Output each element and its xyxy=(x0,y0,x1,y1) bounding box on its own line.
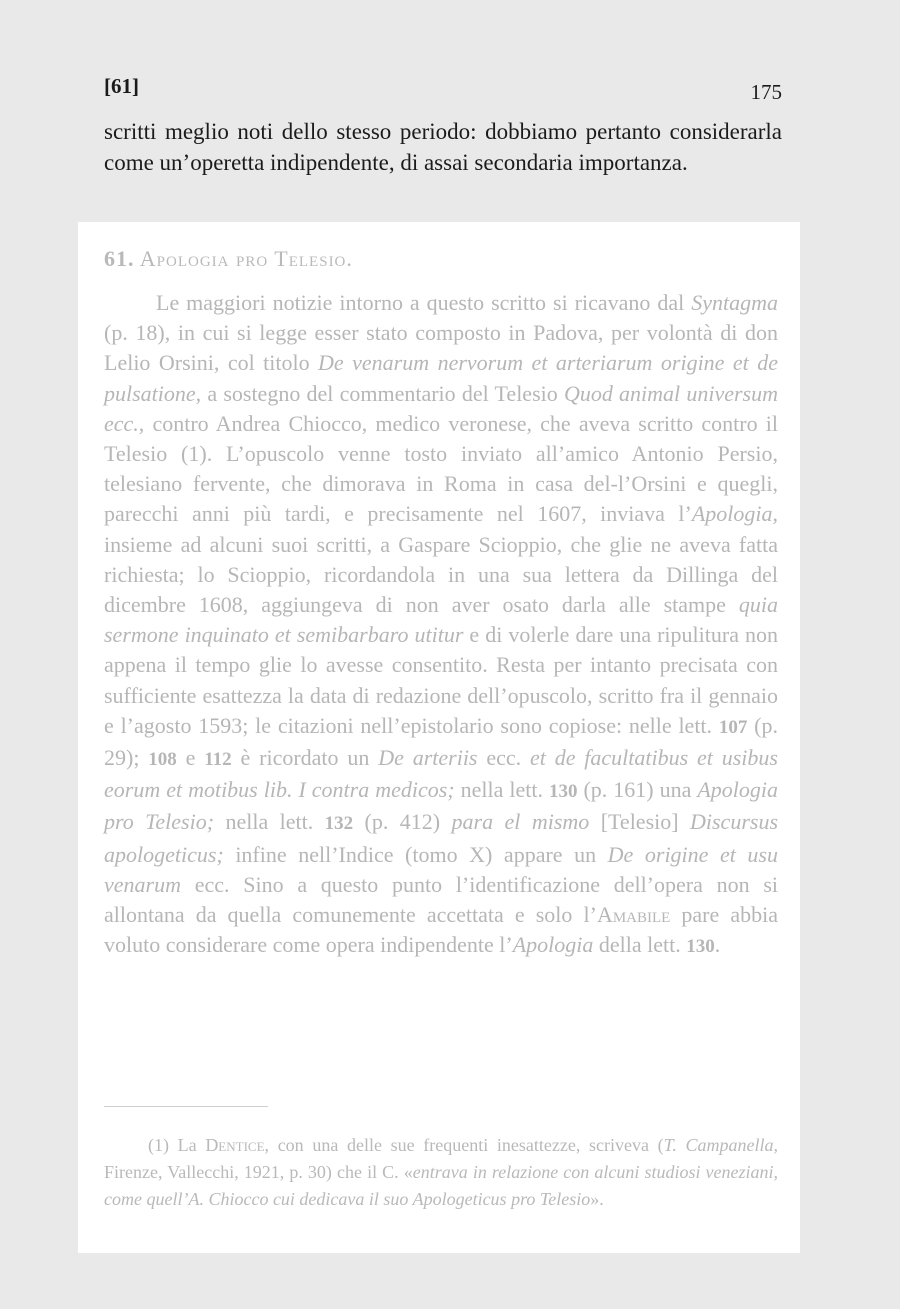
text-run: e di volerle dare una ripulitura non appena il tempo glie lo avesse consentito. Resta per intanto precisata con sufficiente esattezza la data di redazione dell’opuscolo, scritto fra il gennaio e l’agosto 1593; le citazioni nell’epistolario sono copiose: nelle lett. xyxy=(104,622,778,738)
text-run: insieme ad alcuni suoi scritti, a Gaspare Scioppio, che glie ne aveva fatta richiesta; lo Scioppio, ricordandola in una sua lettera da Dillinga del dicembre 1608, aggiungeva di non aver osato darla alle stampe xyxy=(104,531,778,618)
italic-run: quia sermone inquinato et semibarbaro utitur xyxy=(104,592,778,648)
italic-run: Apologia, xyxy=(691,501,778,527)
text-run: (p. 29); xyxy=(104,712,778,771)
page-number: 175 xyxy=(750,80,782,104)
italic-run: De origine et usu venarum xyxy=(104,841,778,897)
italic-run: T. Campanella, xyxy=(663,1135,779,1155)
text-run: nella lett. xyxy=(454,777,549,803)
section-body xyxy=(104,288,778,962)
page-header xyxy=(104,74,782,104)
italic-run: entrava in relazione con alcuni studiosi veneziani, come quell’A. Chiocco cui dedicava il suo Apologeticus pro Telesio xyxy=(104,1162,779,1209)
text-run: a sostegno del commentario del Telesio xyxy=(201,380,564,406)
text-run: (p. 18), in cui si legge esser stato composto in Padova, per volontà di don Lelio Orsini, col titolo xyxy=(104,320,778,376)
letter-number: 107 xyxy=(718,716,748,738)
text-run: pare abbia voluto considerare come opera indipendente l’ xyxy=(104,902,778,958)
text-run: contro Andrea Chiocco, medico veronese, che aveva scritto contro il Telesio (1). L’opuscolo venne tosto inviato all’amico Antonio Persio, telesiano fervente, che dimorava in Roma in casa del-l’Orsini e quegli, parecchi anni più tardi, e precisamente nel 1607, inviava l’ xyxy=(104,410,778,527)
italic-run: Discursus apologeticus; xyxy=(104,809,779,867)
text-run: ecc. Sino a questo punto l’identificazione dell’opera non si allontana da quella comunemente accettata e solo l’ xyxy=(104,871,778,928)
text-run: ». xyxy=(590,1189,604,1209)
italic-run: De arteriis xyxy=(378,745,478,771)
italic-run: Apologia pro Telesio; xyxy=(104,777,779,835)
letter-number: 130 xyxy=(548,781,578,803)
highlighted-section xyxy=(78,222,800,1253)
text-run: nella lett. xyxy=(214,809,325,835)
lead-paragraph: scritti meglio noti dello stesso periodo: dobbiamo pertanto considerarla come un’operetta indipendente, di assai secondaria importanza. xyxy=(104,119,782,175)
text-run: . xyxy=(714,932,721,958)
text-run: Firenze, Vallecchi, 1921, p. 30) che il C. « xyxy=(104,1162,413,1182)
section-heading xyxy=(104,246,353,272)
text-run: infine nell’Indice (tomo X) appare un xyxy=(223,841,608,867)
section-title: Apologia pro Telesio. xyxy=(139,246,353,271)
text-run: della lett. xyxy=(593,932,687,958)
text-run: , con una delle sue frequenti inesattezze, scriveva ( xyxy=(264,1135,664,1155)
italic-run: De venarum nervorum et arteriarum origine et de pulsatione, xyxy=(104,350,778,406)
text-run: (p. 161) una xyxy=(577,777,698,803)
small-caps-run: Dentice xyxy=(205,1135,265,1155)
small-caps-run: Amabile xyxy=(596,902,671,928)
text-run: (p. 412) xyxy=(353,809,452,835)
italic-run: Syntagma xyxy=(691,290,778,315)
letter-number: 112 xyxy=(204,749,232,771)
italic-run: Quod animal universum ecc., xyxy=(104,380,778,436)
footnote-divider xyxy=(104,1106,268,1107)
text-run: [Telesio] xyxy=(589,809,690,835)
letter-number: 108 xyxy=(148,749,177,771)
section-reference: [61] xyxy=(104,74,139,98)
italic-run: para el mismo xyxy=(451,809,590,835)
italic-run: Apologia xyxy=(512,932,594,958)
text-run: e xyxy=(176,745,205,771)
footnote xyxy=(104,1132,778,1213)
letter-number: 130 xyxy=(686,936,715,958)
section-number: 61. xyxy=(104,246,135,271)
text-run: è ricordato un xyxy=(231,745,379,771)
letter-number: 132 xyxy=(324,813,354,835)
text-run: ecc. xyxy=(477,745,530,771)
text-run: (1) La xyxy=(148,1135,206,1155)
italic-run: et de facultatibus et usibus eorum et motibus lib. I contra medicos; xyxy=(104,745,778,803)
text-run: Le maggiori notizie intorno a questo scritto si ricavano dal xyxy=(156,290,692,315)
